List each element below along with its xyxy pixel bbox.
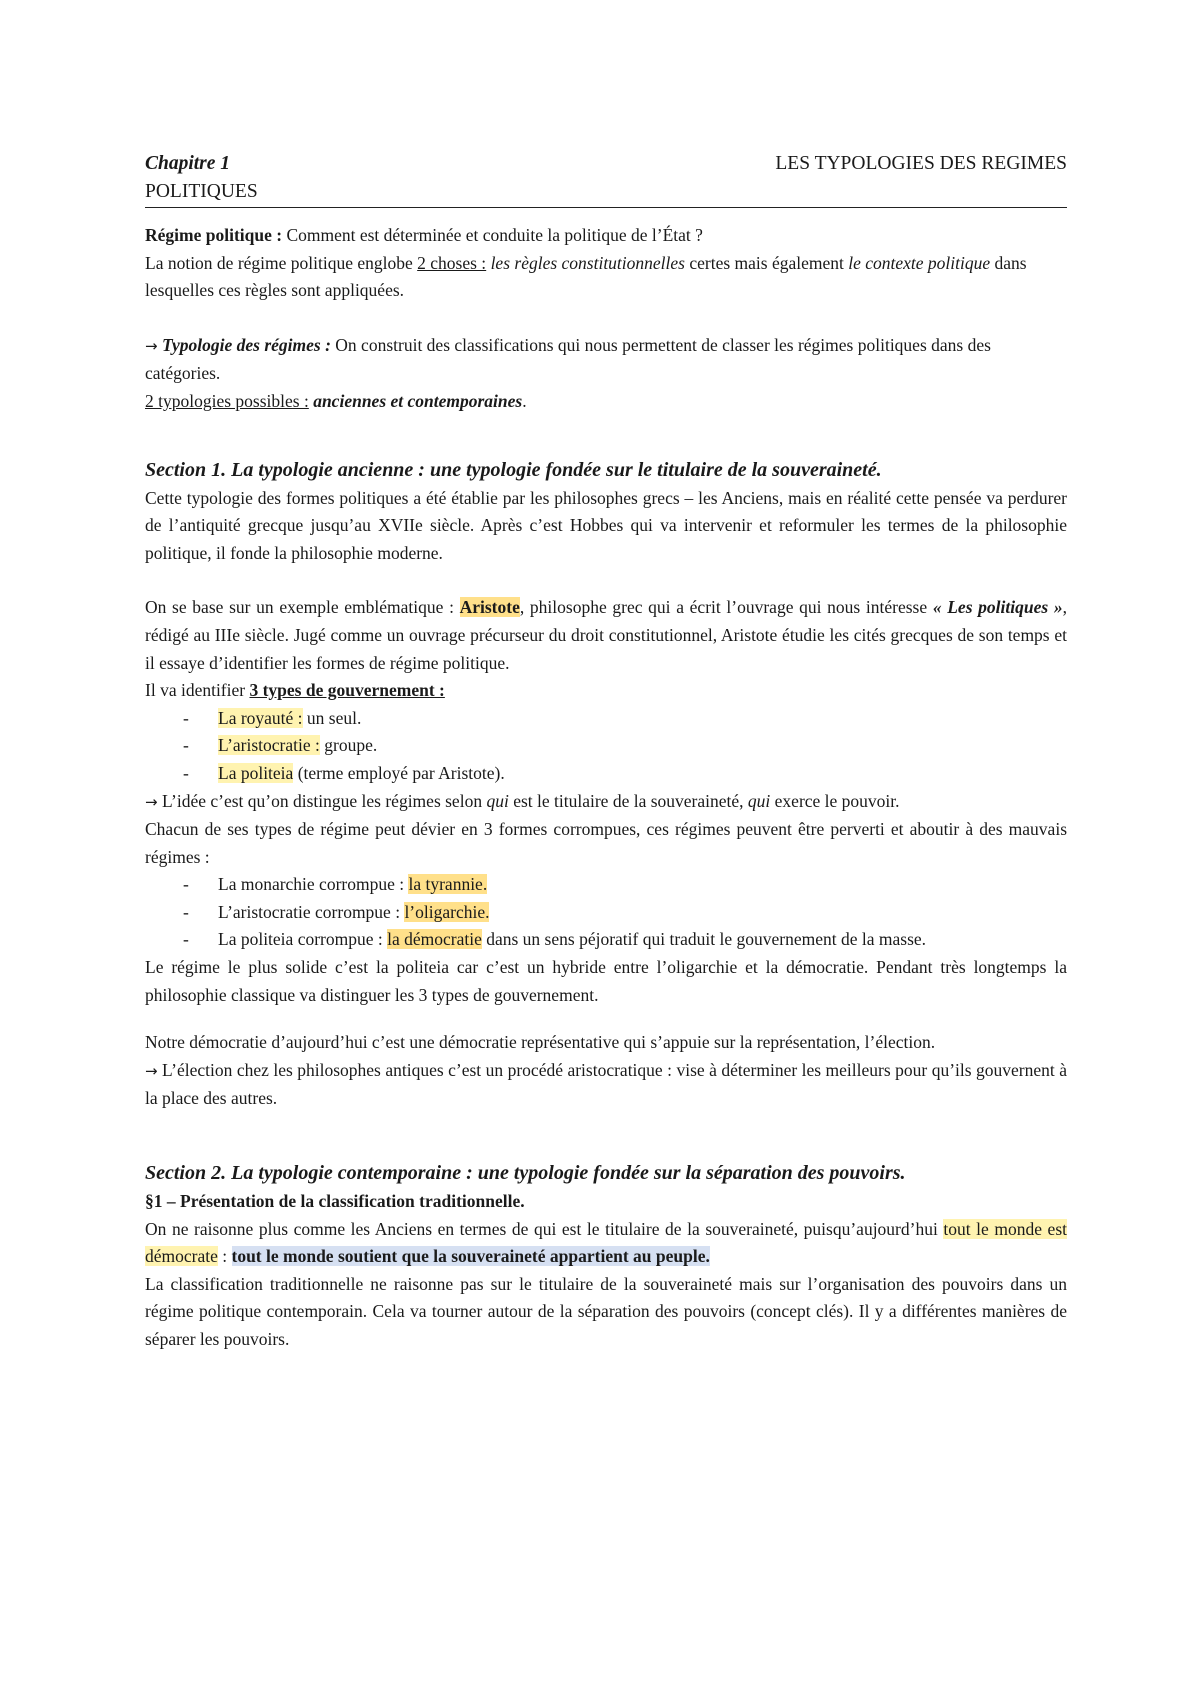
highlighted-text: L’aristocratie : (218, 735, 320, 756)
highlighted-text: l’oligarchie. (404, 901, 490, 922)
section2-title: Section 2. La typologie contemporaine : une typologie fondée sur la séparation des pouvoirs. (145, 1162, 906, 1185)
underlined-text: 2 typologies possibles : (145, 390, 309, 411)
text-run: . (522, 390, 527, 411)
typology-label: Typologie des régimes : (161, 334, 331, 355)
chapter-label: Chapitre 1 (145, 153, 231, 174)
section1-paragraph7: Notre démocratie d’aujourd’hui c’est une démocratie représentative qui s’appuie sur la représentation, l’élection. (145, 1032, 936, 1053)
section1-paragraph6: Le régime le plus solide c’est la politeia car c’est un hybride entre l’oligarchie et la démocratie. Pendant très longtemps la philosophie classique va distinguer les 3 types de gouvernement. (145, 957, 1067, 1005)
section1-paragraph3 (145, 677, 1067, 705)
dash-bullet: - (183, 929, 189, 950)
italic-text: les règles constitutionnelles (490, 252, 685, 273)
dash-bullet: - (183, 707, 189, 728)
text-run: Il va identifier (145, 680, 250, 701)
text-run: La politeia corrompue : (218, 929, 388, 950)
arrow-icon: → (145, 792, 158, 811)
document-page (145, 150, 1067, 1354)
section2-paragraph2: La classification traditionnelle ne raisonne pas sur le titulaire de la souveraineté mais sur l’organisation des pouvoirs dans un régime politique contemporain. Cela va tourner autour de la séparation des pouvoirs (concept clés). Il y a différentes manières de séparer les pouvoirs. (145, 1273, 1067, 1349)
highlighted-bold-text: tout le monde soutient que la souveraineté appartient au peuple. (231, 1246, 710, 1267)
list-item (145, 705, 1067, 733)
text-run: , philosophe grec qui a écrit l’ouvrage qui nous intéresse (519, 597, 933, 618)
bold-italic-text: « Les politiques » (932, 597, 1063, 618)
regime-definition (145, 222, 1067, 250)
government-types-list (145, 705, 1067, 788)
underlined-text: 2 choses : (417, 252, 487, 273)
text-run: : (217, 1246, 232, 1267)
dash-bullet: - (183, 874, 189, 895)
dash-bullet: - (183, 901, 189, 922)
text-run: La monarchie corrompue : (218, 874, 409, 895)
section1-paragraph5: Chacun de ses types de régime peut dévier en 3 formes corrompues, ces régimes peuvent être perverti et aboutir à des mauvais régimes : (145, 819, 1067, 867)
text-run: est le titulaire de la souveraineté, (508, 790, 748, 811)
text-run: dans un sens péjoratif qui traduit le gouvernement de la masse. (481, 929, 927, 950)
dash-bullet: - (183, 762, 189, 783)
highlighted-text: la tyrannie. (408, 874, 488, 895)
text-run: L’idée c’est qu’on distingue les régimes selon (157, 790, 487, 811)
text-run: La notion de régime politique englobe (145, 252, 418, 273)
regime-question: Comment est déterminée et conduite la politique de l’État ? (282, 225, 703, 245)
text-run: exerce le pouvoir. (770, 790, 900, 811)
highlighted-text: tout le monde est démocrate (145, 1218, 1067, 1267)
text-run: groupe. (319, 735, 378, 756)
arrow-icon: → (145, 1061, 158, 1080)
list-item (145, 926, 1067, 954)
bold-italic-text: anciennes et contemporaines (313, 390, 523, 411)
highlighted-text: La royauté : (218, 707, 303, 728)
notion-paragraph (145, 250, 1067, 305)
list-item (145, 760, 1067, 788)
text-run: dans lesquelles ces règles sont appliquées. (145, 252, 1027, 301)
highlighted-text: Aristote (459, 597, 520, 618)
dash-bullet: - (183, 735, 189, 756)
text-run: On se base sur un exemple emblématique : (145, 597, 460, 618)
section2-subheading: §1 – Présentation de la classification traditionnelle. (145, 1191, 525, 1212)
text-run: On construit des classifications qui nous permettent de classer les régimes politiques dans des catégories. (145, 334, 991, 384)
arrow-icon: → (145, 336, 158, 355)
section1-paragraph1: Cette typologie des formes politiques a été établie par les philosophes grecs – les Anciens, mais en réalité cette pensée va perdurer de l’antiquité grecque jusqu’au XVIIe siècle. Après c’est Hobbes qui va intervenir et reformuler les termes de la philosophie politique, il fonde la philosophie moderne. (145, 487, 1067, 563)
text-run: On ne raisonne plus comme les Anciens en termes de qui est le titulaire de la souveraineté, puisqu’aujourd’hui (145, 1218, 944, 1239)
list-item (145, 871, 1067, 899)
chapter-header (145, 150, 1067, 178)
bold-underlined-text: 3 types de gouvernement : (249, 680, 445, 701)
italic-text: qui (486, 790, 509, 811)
section1-paragraph4 (145, 788, 1067, 817)
chapter-title-line1: LES TYPOLOGIES DES REGIMES (775, 153, 1067, 174)
text-run: certes mais également (684, 252, 849, 273)
two-typologies (145, 388, 1067, 416)
section1-paragraph2 (145, 594, 1067, 677)
text-run: L’élection chez les philosophes antiques c’est un procédé aristocratique : vise à déterminer les meilleurs pour qu’ils gouvernent à la place des autres. (145, 1059, 1067, 1109)
section1-title: Section 1. La typologie ancienne : une typologie fondée sur le titulaire de la souveraineté. (145, 458, 882, 481)
section1-paragraph8 (145, 1057, 1067, 1113)
typology-paragraph (145, 332, 1067, 388)
regime-label: Régime politique : (145, 225, 283, 245)
highlighted-text: La politeia (218, 762, 294, 783)
list-item (145, 899, 1067, 927)
chapter-title-line2: POLITIQUES (145, 178, 1067, 208)
text-run: , rédigé au IIIe siècle. Jugé comme un ouvrage précurseur du droit constitutionnel, Aristote étudie les cités grecques de son temps et il essaye d’identifier les formes de régime politique. (145, 597, 1067, 673)
italic-text: qui (747, 790, 771, 811)
corrupted-forms-list (145, 871, 1067, 954)
text-run: un seul. (302, 707, 362, 728)
italic-text: le contexte politique (848, 252, 991, 273)
text-run: (terme employé par Aristote). (293, 762, 505, 783)
highlighted-text: la démocratie (387, 929, 482, 950)
text-run: L’aristocratie corrompue : (218, 901, 405, 922)
list-item (145, 732, 1067, 760)
section2-paragraph1 (145, 1216, 1067, 1271)
